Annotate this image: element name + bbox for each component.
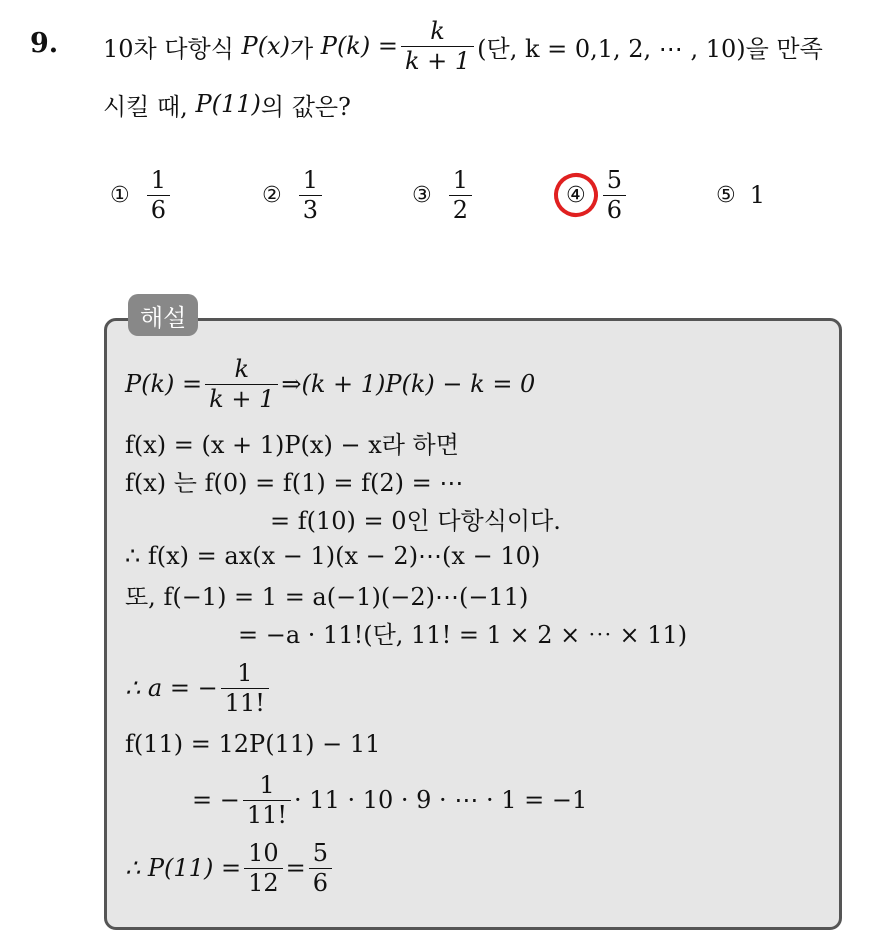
option-1-numerator: 1 <box>150 165 167 194</box>
solution-l10-fraction <box>243 771 291 830</box>
option-4-marker <box>566 183 586 208</box>
question-condition: (단, k = 0,1, 2, ⋯ , 10)을 만족 <box>477 34 823 63</box>
option-1-denominator: 6 <box>147 195 170 225</box>
option-1-marker: ① <box>110 182 130 208</box>
solution-l1-lhs: P(k) = <box>125 370 203 398</box>
solution-l1-denominator: k + 1 <box>205 384 278 414</box>
question-text-pre2: 시킬 때, <box>103 92 188 121</box>
solution-l1-numerator: k <box>234 354 250 383</box>
solution-l10-numerator: 1 <box>259 770 275 799</box>
solution-l10-lhs: = − <box>192 786 240 814</box>
option-2-numerator: 1 <box>302 165 319 194</box>
option-3-denominator: 2 <box>449 195 472 225</box>
fraction-denominator: k + 1 <box>401 46 474 76</box>
option-5[interactable] <box>716 160 765 230</box>
solution-line-1 <box>125 352 535 416</box>
solution-l7-text: = −a · 11!(단, 11! = 1 × 2 × ⋯ × 11) <box>238 620 688 649</box>
option-2[interactable] <box>262 160 325 230</box>
solution-l2-text: f(x) = (x + 1)P(x) − x라 하면 <box>125 430 459 459</box>
question-line-2 <box>103 86 351 122</box>
solution-line-11 <box>125 836 335 900</box>
solution-line-2 <box>125 424 459 460</box>
solution-l11-equals: = <box>285 854 306 882</box>
pk-expression: P(k) = <box>320 32 398 60</box>
option-1-fraction <box>147 166 170 225</box>
solution-l3-text: f(x) 는 f(0) = f(1) = f(2) = ⋯ <box>125 468 464 497</box>
solution-tag: 해설 <box>128 294 198 336</box>
solution-l1-rhs: ⇒(k + 1)P(k) − k = 0 <box>281 370 536 398</box>
solution-line-10 <box>192 768 587 832</box>
solution-line-3 <box>125 462 463 498</box>
solution-l8-numerator: 1 <box>237 658 253 687</box>
solution-l6-text: 또, f(−1) = 1 = a(−1)(−2)⋯(−11) <box>125 582 529 611</box>
question-text-post: 의 값은? <box>260 92 351 121</box>
solution-l11-numerator-2: 5 <box>312 838 328 867</box>
question-line-1 <box>103 14 823 78</box>
question-fraction <box>401 17 474 76</box>
solution-l1-fraction <box>205 355 278 414</box>
solution-line-8 <box>125 656 272 720</box>
solution-l11-denominator-1: 12 <box>244 868 283 898</box>
option-2-denominator: 3 <box>299 195 322 225</box>
solution-l11-denominator-2: 6 <box>309 868 332 898</box>
option-5-marker: ⑤ <box>716 182 736 208</box>
solution-line-9 <box>125 726 380 762</box>
solution-l11-lhs: ∴ P(11) = <box>125 854 242 882</box>
option-2-fraction <box>299 166 322 225</box>
fraction-numerator: k <box>430 16 445 45</box>
option-3-marker: ③ <box>412 182 432 208</box>
solution-l11-fraction-2 <box>309 839 332 898</box>
solution-line-7 <box>238 614 687 650</box>
question-text-pre: 10차 다항식 <box>103 34 234 63</box>
solution-l8-denominator: 11! <box>221 688 269 718</box>
selection-circle-mark <box>548 166 604 222</box>
solution-l9-text: f(11) = 12P(11) − 11 <box>125 730 381 758</box>
option-4-numerator: 5 <box>606 165 623 194</box>
option-3-numerator: 1 <box>452 165 469 194</box>
solution-l4-text: = f(10) = 0인 다항식이다. <box>270 506 561 535</box>
solution-l10-rhs: · 11 · 10 · 9 · ⋯ · 1 = −1 <box>294 786 588 814</box>
solution-line-6 <box>125 576 528 612</box>
option-4-denominator: 6 <box>603 195 626 225</box>
p11-expression: P(11) <box>195 90 261 118</box>
solution-l11-fraction-1 <box>244 839 283 898</box>
solution-line-4 <box>270 500 561 536</box>
option-3-fraction <box>449 166 472 225</box>
solution-l8-lhs: ∴ a = − <box>125 674 218 702</box>
solution-l10-denominator: 11! <box>243 800 291 830</box>
answer-options <box>0 160 884 230</box>
solution-l11-numerator-1: 10 <box>248 838 279 867</box>
option-4-marker-glyph: ④ <box>566 182 586 208</box>
question-text-mid: 가 <box>289 34 314 63</box>
solution-l5-text: ∴ f(x) = ax(x − 1)(x − 2)⋯(x − 10) <box>125 542 541 570</box>
px-expression: P(x) <box>241 32 290 60</box>
option-4[interactable] <box>566 160 629 230</box>
solution-l8-fraction <box>221 659 269 718</box>
option-4-fraction <box>603 166 626 225</box>
option-5-value: 1 <box>749 181 766 209</box>
option-1[interactable] <box>110 160 173 230</box>
solution-line-5 <box>125 538 540 574</box>
option-2-marker: ② <box>262 182 282 208</box>
option-3[interactable] <box>412 160 475 230</box>
question-number: 9. <box>30 28 59 59</box>
